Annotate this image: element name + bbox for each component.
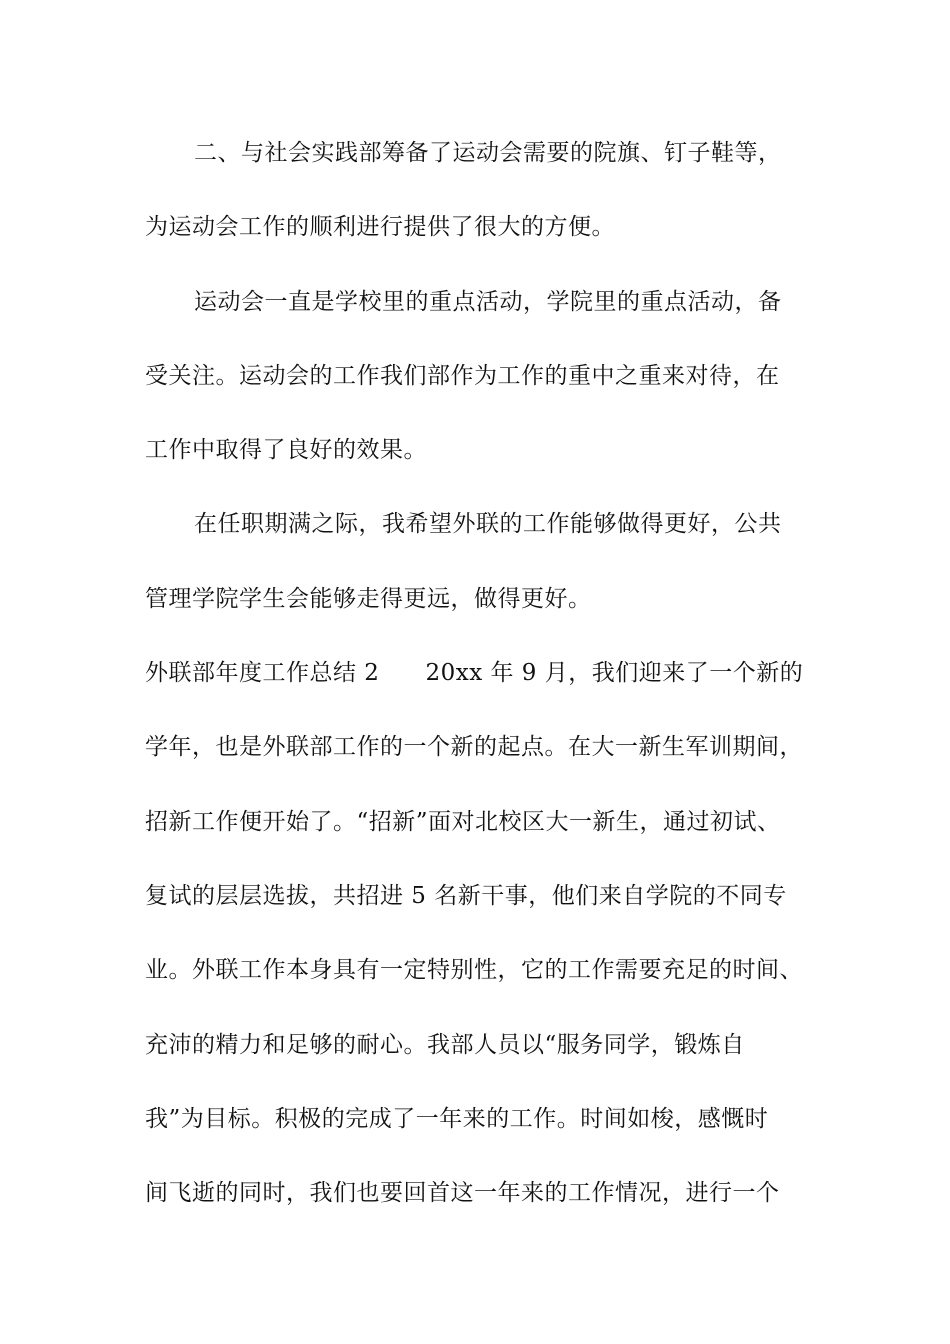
paragraph-line: 业。外联工作本身具有一定特别性，它的工作需要充足的时间、	[145, 957, 803, 983]
paragraph-line: 充沛的精力和足够的耐心。我部人员以“服务同学，锻炼自	[145, 1032, 745, 1058]
section-heading-line	[145, 658, 825, 688]
paragraph-line: 受关注。运动会的工作我们部作为工作的重中之重来对待，在	[145, 363, 780, 389]
paragraph-line: 在任职期满之际，我希望外联的工作能够做得更好，公共	[194, 511, 782, 537]
paragraph-line: 复试的层层选拔，共招进 5 名新干事，他们来自学院的不同专	[145, 883, 787, 909]
paragraph-line: 间飞逝的同时，我们也要回首这一年来的工作情况，进行一个	[145, 1180, 780, 1206]
paragraph-line: 工作中取得了良好的效果。	[145, 437, 427, 463]
paragraph-line: 管理学院学生会能够走得更远，做得更好。	[145, 586, 592, 612]
paragraph-line: 学年，也是外联部工作的一个新的起点。在大一新生军训期间，	[145, 734, 803, 760]
paragraph-line: 20xx 年 9 月，我们迎来了一个新的	[425, 660, 804, 686]
paragraph-line: 招新工作便开始了。“招新”面对北校区大一新生，通过初试、	[145, 809, 781, 835]
section-title: 外联部年度工作总结 2	[145, 660, 380, 686]
paragraph-line: 二、与社会实践部筹备了运动会需要的院旗、钉子鞋等，	[194, 140, 782, 166]
paragraph-line: 我”为目标。积极的完成了一年来的工作。时间如梭，感慨时	[145, 1106, 769, 1132]
paragraph-line: 为运动会工作的顺利进行提供了很大的方便。	[145, 214, 615, 240]
paragraph-line: 运动会一直是学校里的重点活动，学院里的重点活动，备	[194, 289, 782, 315]
